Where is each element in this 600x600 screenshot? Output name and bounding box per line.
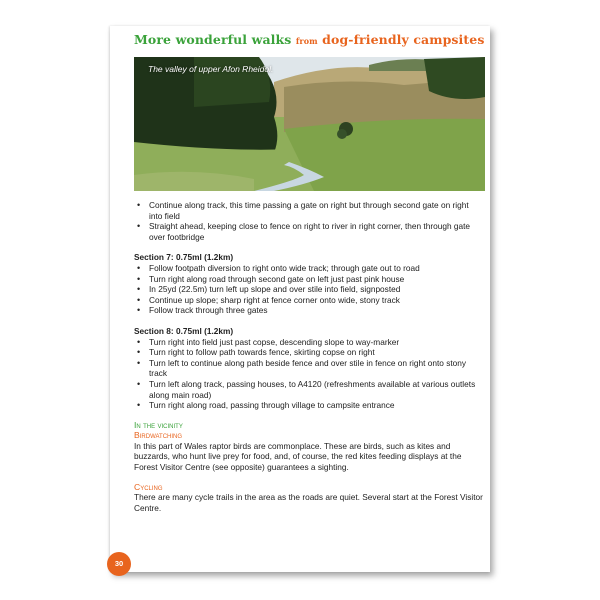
- list-item: • Straight ahead, keeping close to fence on right to river in right corner, then through gate over footbridge: [137, 221, 471, 242]
- list-item: • Turn left to continue along path beside fence and over stile in fence on right onto stony track: [137, 357, 467, 379]
- list-item: • Follow track through three gates: [137, 305, 268, 316]
- bullet-icon: •: [137, 378, 141, 389]
- bullet-icon: •: [137, 273, 141, 284]
- list-item: • Turn right along road through second gate on left just past pink house: [137, 273, 405, 284]
- section7-list: [134, 263, 484, 316]
- page-number-badge: 30: [107, 552, 131, 576]
- list-item: • Turn right to follow path towards fence, skirting copse on right: [137, 347, 375, 358]
- page-body: [134, 200, 484, 513]
- list-item: • Follow footpath diversion to right onto wide track; through gate out to road: [137, 262, 420, 273]
- valley-photo-illustration: [134, 57, 485, 191]
- header-title-part1: More wonderful walks: [134, 32, 292, 47]
- list-item: • Turn right along road, passing through village to campsite entrance: [137, 400, 395, 411]
- valley-photo: [134, 57, 485, 191]
- header-title-part2: dog-friendly campsites: [322, 32, 485, 47]
- vicinity-heading: In the vicinity: [134, 419, 183, 430]
- section8-list: [134, 337, 484, 411]
- book-page: [110, 26, 490, 572]
- bullet-icon: •: [137, 347, 141, 358]
- intro-list: [134, 200, 484, 242]
- cycling-heading: Cycling: [134, 481, 163, 492]
- section8-title: Section 8: 0.75ml (1.2km): [134, 325, 234, 336]
- photo-caption: The valley of upper Afon Rheidol.: [148, 64, 274, 74]
- page-header: [134, 32, 484, 47]
- list-item: • In 25yd (22.5m) turn left up slope and over stile into field, signposted: [137, 284, 401, 295]
- bullet-icon: •: [137, 400, 141, 411]
- list-item: • Continue along track, this time passing a gate on right but through second gate on right into field: [137, 200, 469, 221]
- section7-title: Section 7: 0.75ml (1.2km): [134, 252, 234, 263]
- cycling-text: There are many cycle trails in the area as the roads are quiet. Several start at the Forest Visitor Centre.: [134, 492, 483, 513]
- bullet-icon: •: [137, 294, 141, 305]
- header-title-from: from: [295, 36, 318, 46]
- list-item: • Continue up slope; sharp right at fence corner onto wide, stony track: [137, 294, 400, 305]
- bullet-icon: •: [137, 221, 141, 232]
- bullet-icon: •: [137, 262, 141, 273]
- birdwatching-heading: Birdwatching: [134, 430, 183, 441]
- list-item: • Turn left along track, passing houses, to A4120 (refreshments available at various outlets along main road): [137, 378, 476, 400]
- bullet-icon: •: [137, 284, 141, 295]
- bullet-icon: •: [137, 305, 141, 316]
- birdwatching-text: In this part of Wales raptor birds are commonplace. These are birds, such as kites and buzzards, who hunt live prey for food, and, of course, the red kites feeding displays at the Forest Visitor Centre (see opposite) guarantees a sighting.: [134, 440, 462, 473]
- bullet-icon: •: [137, 200, 141, 210]
- bullet-icon: •: [137, 336, 141, 347]
- bullet-icon: •: [137, 357, 141, 368]
- list-item: • Turn right into field just past copse, descending slope to way-marker: [137, 336, 400, 347]
